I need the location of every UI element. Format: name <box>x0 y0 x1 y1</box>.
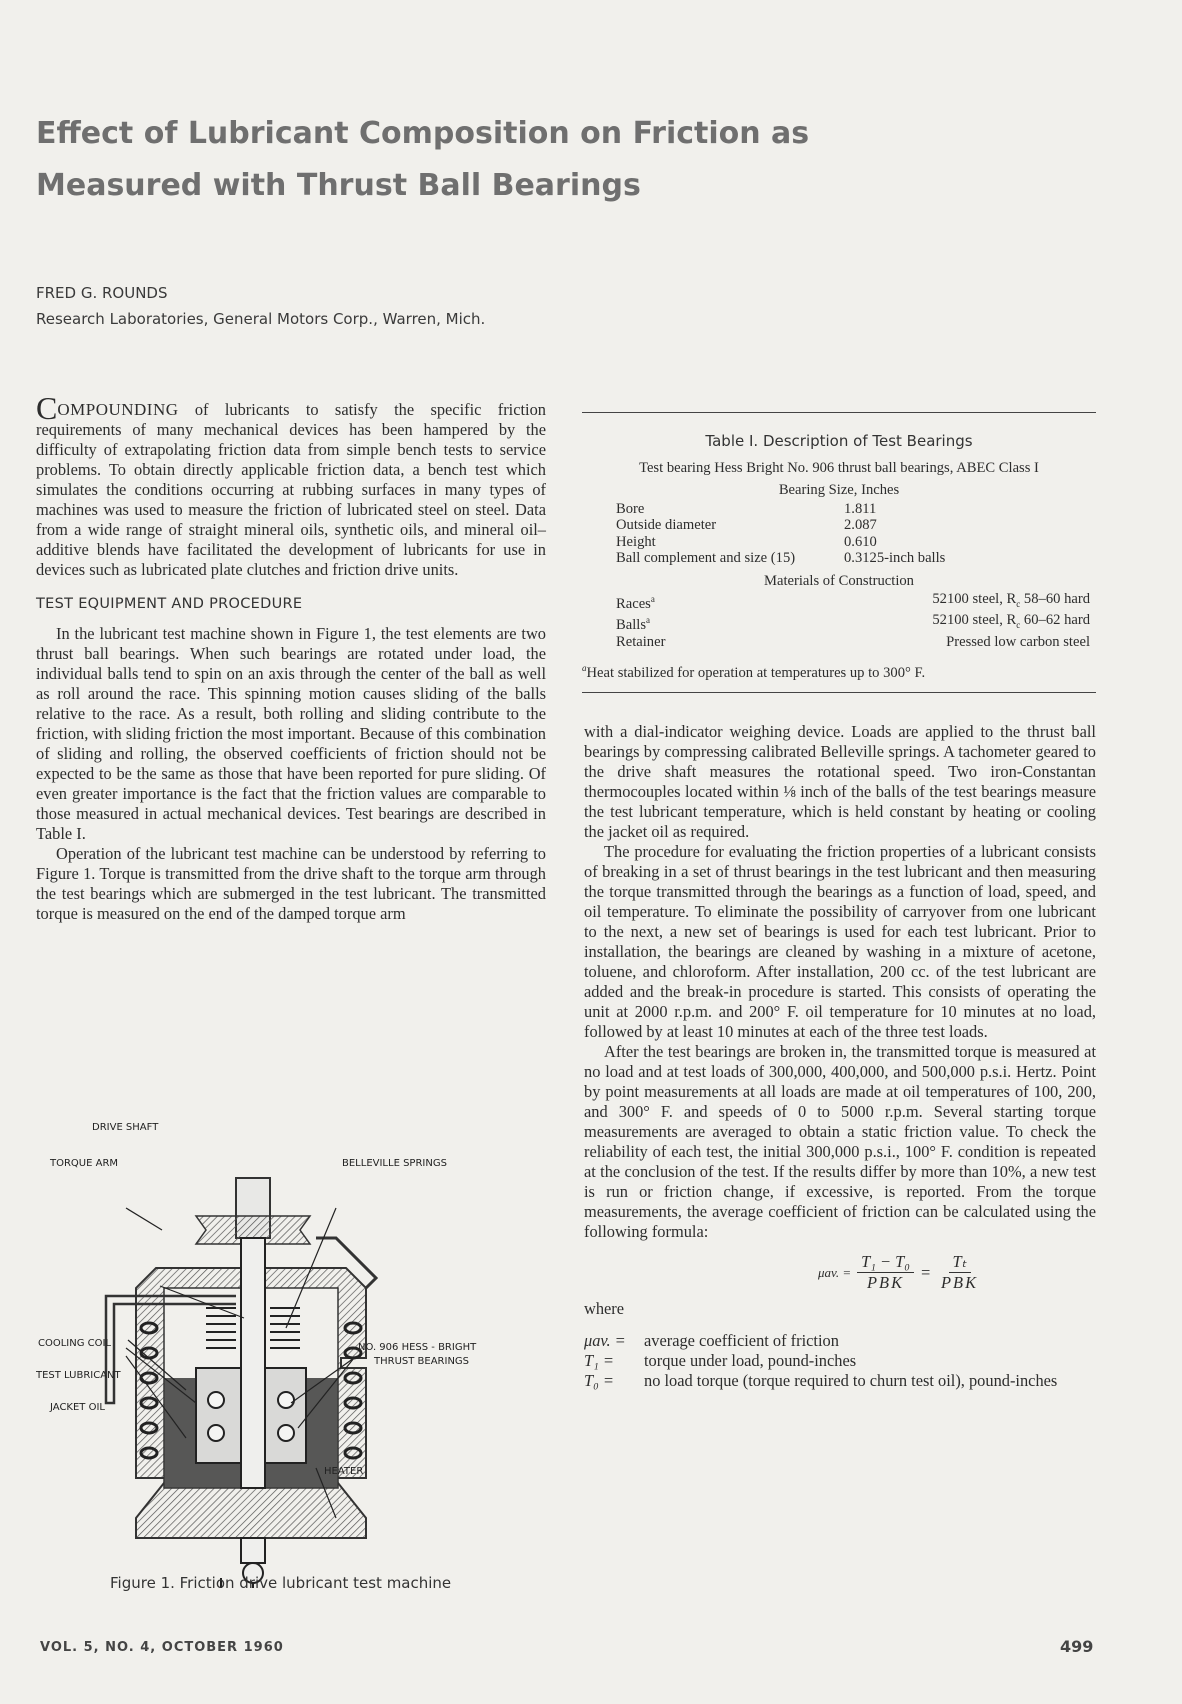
size-label: Ball complement and size (15) <box>616 550 796 566</box>
table-size-row <box>582 550 1096 567</box>
intro-text: of lubricants to satisfy the specific friction requirements of many mechanical devices has been hampered by the difficulty of extrapolating friction data from simple bench tests to service problems. To obtain directly applicable friction data, a bench test which simulates the conditions occurring at rubbing surfaces in many types of machines was used to measure the friction of lubricated steel on steel. Data from a wide range of straight mineral oils, synthetic oils, and mineral oil–additive blends have facilitated the development of lubricants for use in devices such as lubricated plate clutches and friction drive units. <box>36 400 546 579</box>
bottom-fitting <box>241 1538 265 1563</box>
right-column <box>584 722 1096 1391</box>
where-label: where <box>584 1299 625 1318</box>
body-paragraph: The procedure for evaluating the friction properties of a lubricant consists of breaking in a set of thrust bearings in the test lubricant and then measuring the torque transmitted through the bearings as a function of load, speed, and oil temperature. To eliminate the possibility of carryover from one lubricant to the next, a new set of bearings is used for each test lubricant. Prior to installation, the bearings are cleaned by washing in a mixture of acetone, toluene, and chloroform. After installation, 200 cc. of the test lubricant are added and the break-in procedure is started. This consists of operating the unit at 2000 r.p.m. and 200° F. oil temperature for 10 minutes at no load, followed by at least 10 minutes at each of the three test loads. <box>584 842 1096 1041</box>
definition-row <box>584 1371 1096 1391</box>
label-jacket-oil: JACKET OIL <box>50 1402 105 1413</box>
label-bearings-2: THRUST BEARINGS <box>374 1356 470 1367</box>
table-size-row <box>582 501 1096 518</box>
definition-text: torque under load, pound-inches <box>644 1351 857 1370</box>
material-sub: c <box>1016 598 1021 609</box>
table-top-rule <box>582 412 1096 413</box>
definition-row <box>584 1351 1096 1371</box>
body-paragraph: In the lubricant test machine shown in Figure 1, the test elements are two thrust ball bearings. When such bearings are rotated under load, the individual balls tend to spin on an axis through the center of the ball as well as roll around the race. This spinning motion causes sliding of the balls relative to the race. As a result, both rolling and sliding contribute to the friction, with sliding friction the most important. Because of this combination of sliding and rolling, the observed coefficients of friction should not be expected to be the same as those that have been reported for pure sliding. Of even greater importance is the fact that the friction values are comparable to those measured in actual mechanical devices. Test bearings are described in Table I. <box>36 624 546 843</box>
formula-fraction-2 <box>937 1252 982 1293</box>
drop-cap: C <box>36 390 58 426</box>
intro-paragraph <box>36 390 546 580</box>
label-drive-shaft: DRIVE SHAFT <box>92 1122 159 1133</box>
material-sup: a <box>650 594 655 604</box>
table-material-row <box>582 591 1096 612</box>
journal-footer: VOL. 5, NO. 4, OCTOBER 1960 <box>40 1640 284 1655</box>
table-bottom-rule <box>582 692 1096 693</box>
formula-den-2: PBK <box>941 1273 979 1292</box>
formula-eq: = <box>919 1262 932 1282</box>
author-name: FRED G. ROUNDS <box>36 284 168 302</box>
size-value: 2.087 <box>844 517 877 533</box>
author-affiliation: Research Laboratories, General Motors Corp., Warren, Mich. <box>36 310 486 328</box>
table-size-row <box>582 517 1096 534</box>
intro-smallcaps: OMPOUNDING <box>57 400 179 419</box>
material-label: Races <box>616 595 651 612</box>
formula-fraction-1 <box>857 1252 914 1293</box>
table-test-bearing: Test bearing Hess Bright No. 906 thrust ball bearings, ABEC Class I <box>639 459 1039 476</box>
table-footnote <box>582 660 1096 681</box>
article-title: Effect of Lubricant Composition on Friction as Measured with Thrust Ball Bearings <box>36 116 810 203</box>
definitions-list <box>584 1331 1096 1391</box>
footnote-mark: a <box>582 663 587 674</box>
formula-lhs: μav. = <box>817 1264 852 1280</box>
label-torque-arm: TORQUE ARM <box>50 1158 119 1169</box>
material-sub: c <box>1016 620 1021 631</box>
definition-text: average coefficient of friction <box>644 1331 839 1350</box>
definition-row <box>584 1331 1096 1351</box>
material-label: Balls <box>616 617 646 634</box>
formula-den-1: PBK <box>867 1273 905 1292</box>
table-1 <box>582 412 1096 693</box>
material-value: 52100 steel, R <box>932 612 1017 629</box>
body-paragraph: Operation of the lubricant test machine can be understood by referring to Figure 1. Torque is transmitted from the drive shaft to the torque arm through the test bearings which are submerged in the test lubricant. The transmitted torque is measured on the end of the damped torque arm <box>36 844 546 923</box>
label-test-lubricant: TEST LUBRICANT <box>36 1370 121 1381</box>
label-heater: HEATER <box>324 1466 364 1477</box>
definition-text: no load torque (torque required to churn test oil), pound-inches <box>644 1371 1058 1390</box>
page-number: 499 <box>1060 1637 1094 1656</box>
material-tail: 60–62 hard <box>1020 612 1090 629</box>
table-size-heading: Bearing Size, Inches <box>778 482 900 498</box>
size-label: Bore <box>616 500 645 517</box>
material-label: Retainer <box>616 633 666 650</box>
material-tail: 58–60 hard <box>1020 591 1090 607</box>
author-block <box>36 280 485 332</box>
size-label: Outside diameter <box>616 517 717 533</box>
definition-symbol: μav. = <box>584 1331 626 1350</box>
table-caption: Table I. Description of Test Bearings <box>705 432 973 450</box>
body-paragraph: After the test bearings are broken in, the transmitted torque is measured at no load and at test loads of 300,000, 400,000, and 500,000 p.s.i. Hertz. Point by point measurements at all loads are made at oil temperatures of 100, 200, and 300° F. and speeds of 0 to 5000 r.p.m. Several starting torque measurements are averaged to obtain a static friction value. To check the reliability of each test, the initial 300,000 p.s.i., 100° F. condition is repeated at the conclusion of the test. If the results differ by more than 10%, a new test is run or friction change, if excessive, is reported. From the torque measurements, the average coefficient of friction can be calculated using the following formula: <box>584 1042 1096 1241</box>
friction-formula <box>584 1252 1096 1293</box>
formula-num-1: T₁ − T₀ <box>857 1252 914 1273</box>
table-material-row <box>582 634 1096 651</box>
definition-symbol: T₀ = <box>584 1371 614 1390</box>
table-size-row <box>582 534 1096 551</box>
footnote-text: Heat stabilized for operation at temperatures up to 300° F. <box>586 665 926 682</box>
size-value: 0.610 <box>844 533 877 550</box>
table-material-row <box>582 612 1096 633</box>
table-materials-heading: Materials of Construction <box>764 572 914 589</box>
figure-caption: Figure 1. Friction drive lubricant test machine <box>110 1574 452 1592</box>
size-value: 0.3125-inch balls <box>844 550 946 566</box>
body-paragraph: with a dial-indicator weighing device. Loads are applied to the thrust ball bearings by compressing calibrated Belleville springs. A tachometer geared to the drive shaft measures the rotational speed. Two iron-Constantan thermocouples located within ⅛ inch of the balls of the test bearings measure the test lubricant temperature, which is held constant by heating or cooling the jacket oil as required. <box>584 722 1096 841</box>
size-label: Height <box>616 533 656 550</box>
left-column <box>36 390 546 924</box>
drive-shaft <box>241 1238 265 1488</box>
size-value: 1.811 <box>844 500 877 517</box>
formula-num-2: Tₜ <box>949 1252 971 1273</box>
section-heading: TEST EQUIPMENT AND PROCEDURE <box>36 596 303 612</box>
material-sup: a <box>646 615 650 626</box>
definition-symbol: T₁ = <box>584 1351 614 1370</box>
material-value: 52100 steel, R <box>932 591 1017 607</box>
material-value: Pressed low carbon steel <box>946 633 1090 650</box>
figure-1-diagram <box>36 1118 546 1588</box>
label-cooling-coil: COOLING COIL <box>38 1338 112 1349</box>
label-bearings-1: NO. 906 HESS - BRIGHT <box>358 1342 477 1353</box>
label-belleville: BELLEVILLE SPRINGS <box>342 1158 447 1169</box>
